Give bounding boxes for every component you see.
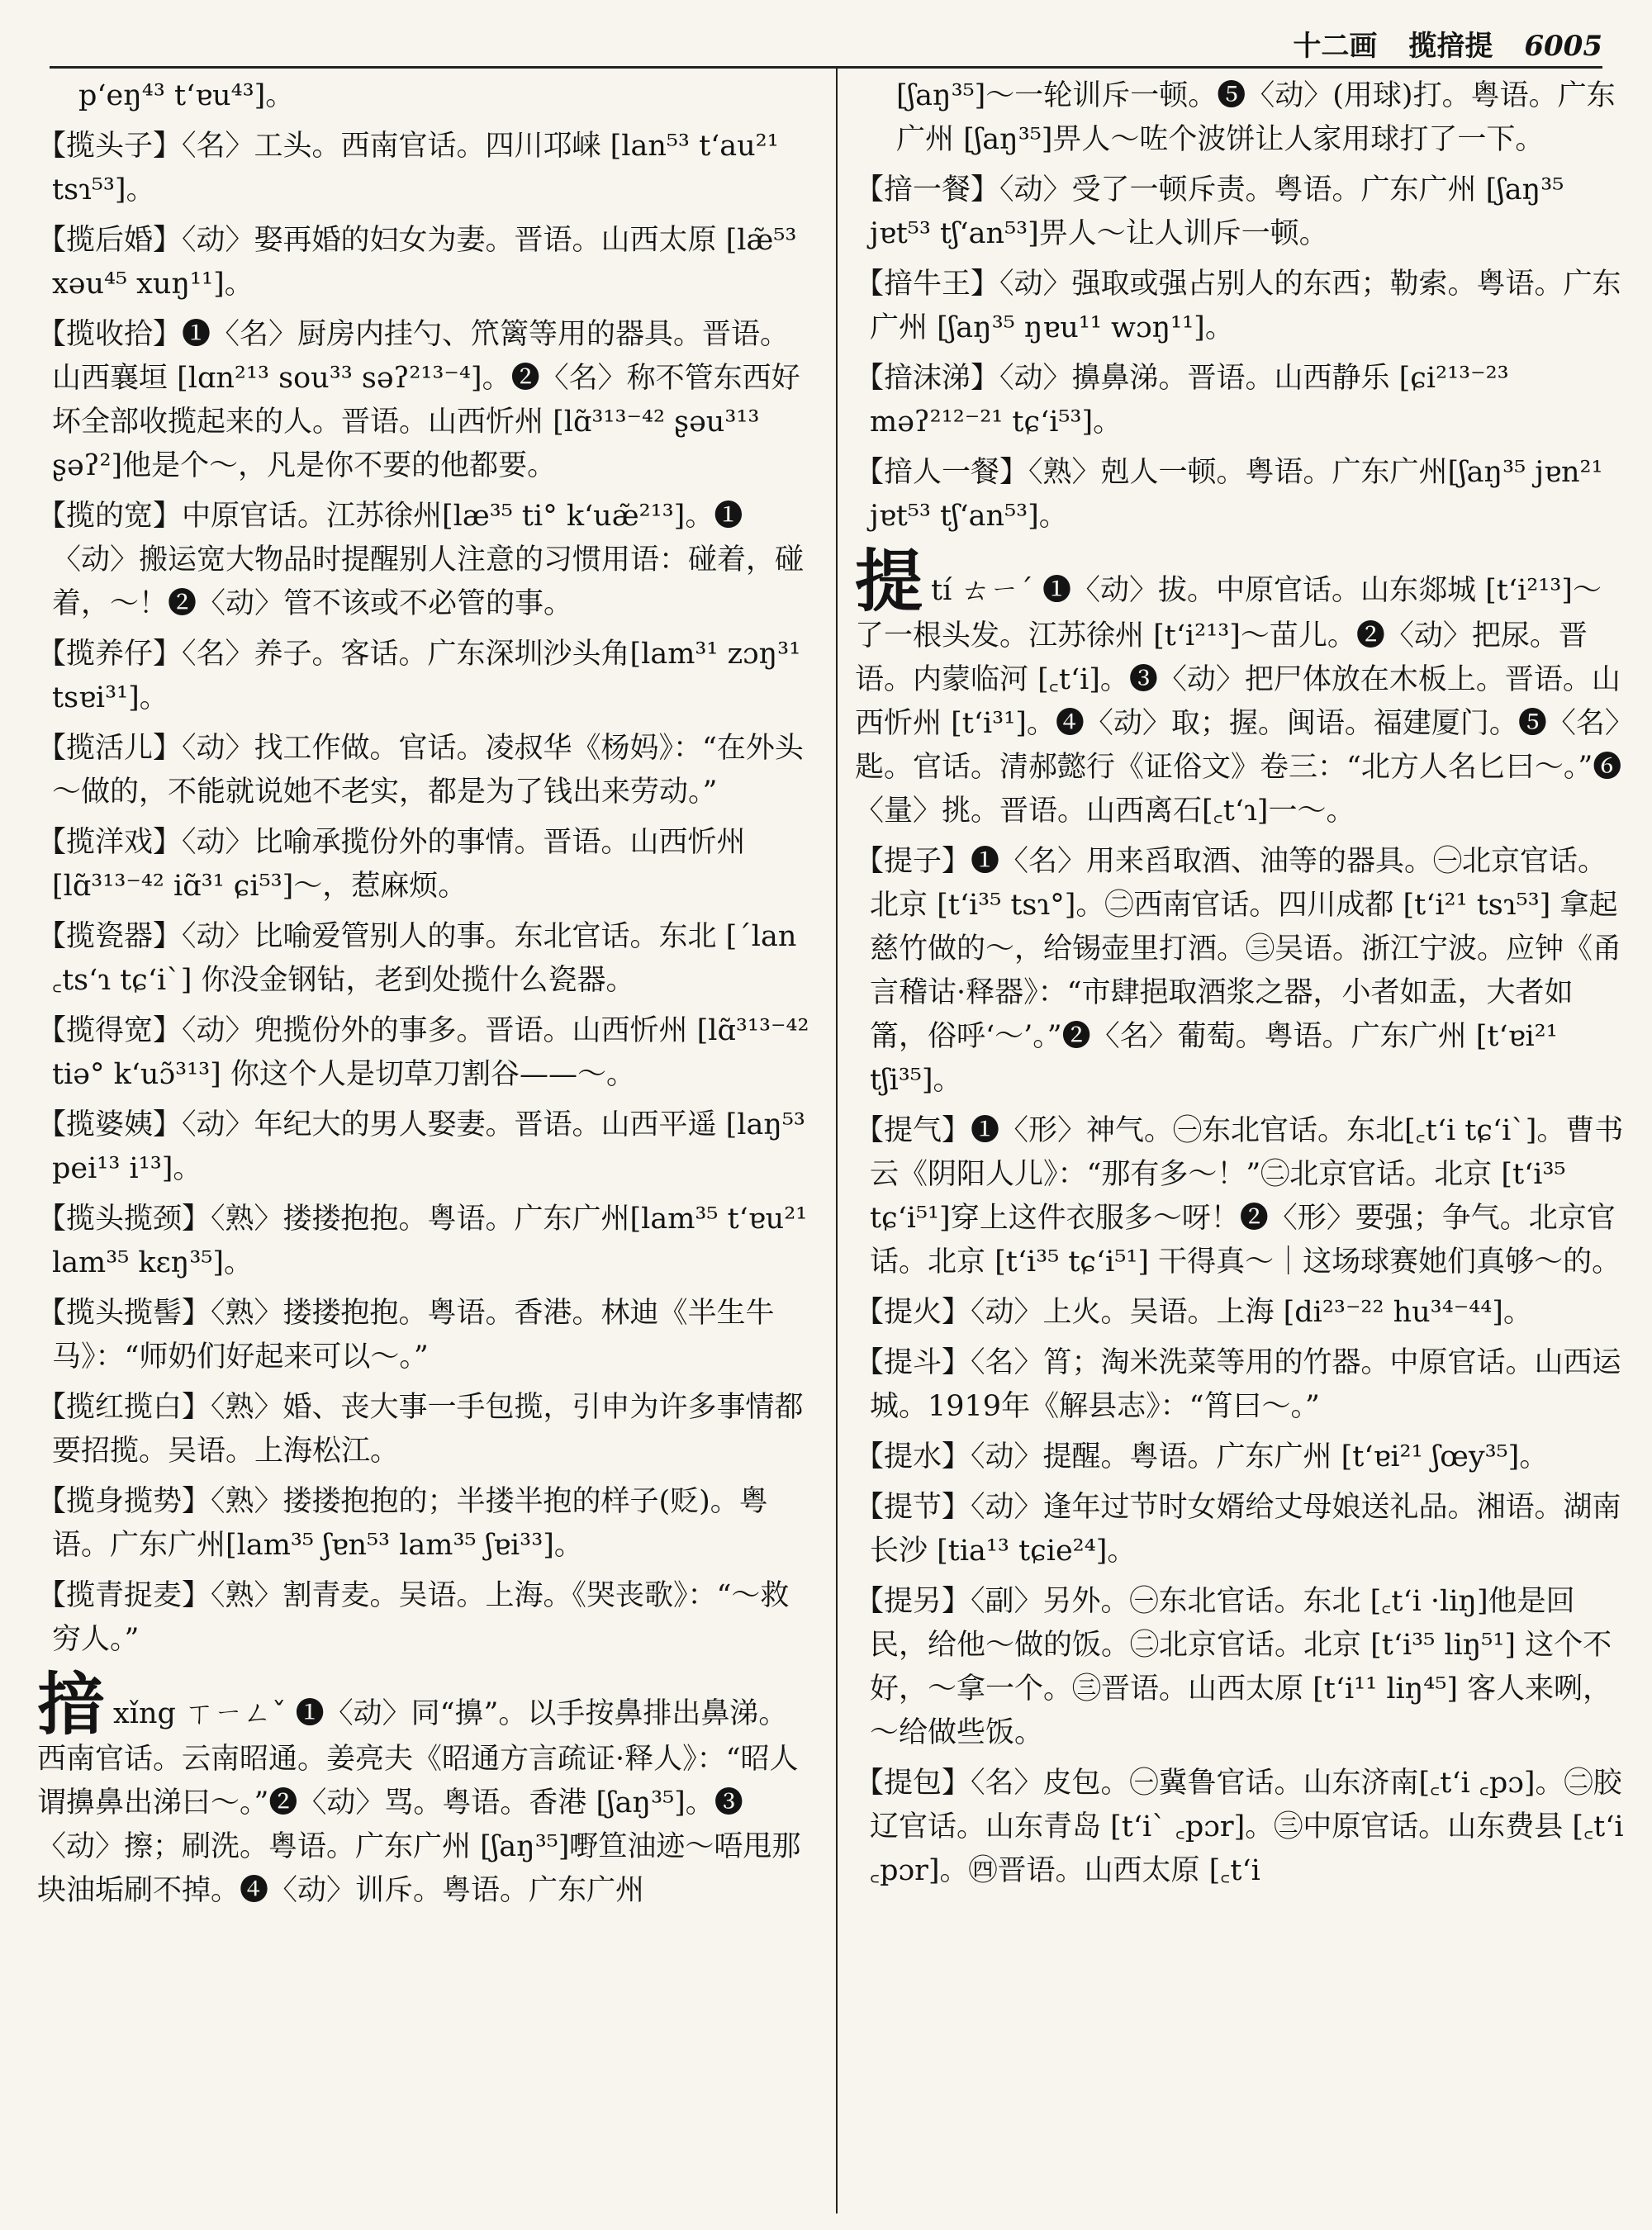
dict-entry: 【提水】〈动〉提醒。粤语。广东广州 [tʻɐi²¹ ʃœy³⁵]。	[855, 1440, 1549, 1473]
dict-entry: 【提子】❶〈名〉用来舀取酒、油等的器具。㊀北京官话。北京 [tʻi³⁵ tsɿ°]。㊁西南官话。四川成都 [tʻi²¹ tsɿ⁵³] 拿起慈竹做的～，给锡壶里打酒。㊂吴语。浙江宁波。应钟《甬言稽诂·释器》：“市肆挹取酒浆之器，小者如盂，大者如筩，俗呼‘～’。”❷〈名〉葡萄。粤语。广东广州 [tʻɐi²¹ tʃi³⁵]。	[855, 845, 1622, 1097]
header-rule	[50, 66, 1602, 69]
dict-entry: 【揞人一餐】〈熟〉剋人一顿。粤语。广东广州[ʃaŋ³⁵ jɐn²¹ jɐt⁵³ tʃʻan⁵³]。	[855, 456, 1603, 533]
continued-text: pʻeŋ⁴³ tʻɐu⁴³]。	[78, 79, 295, 112]
dict-entry: 【提包】〈名〉皮包。㊀冀鲁官话。山东济南[꜀tʻi ꜀pɔ]。㊁胶辽官话。山东青岛 [tʻiˋ ꜀pɔr]。㊂中原官话。山东费县 [꜀tʻi ꜀pɔr]。㊃晋语。山西太原 [꜀tʻi	[855, 1767, 1624, 1887]
dict-entry: 【提火】〈动〉上火。吴语。上海 [di²³⁻²² hu³⁴⁻⁴⁴]。	[855, 1296, 1532, 1329]
dict-entry: 【揽活儿】〈动〉找工作做。官话。凌叔华《杨妈》：“在外头～做的，不能就说她不老实，都是为了钱出来劳动。”	[37, 732, 804, 809]
head-character-entry	[855, 542, 1627, 833]
dict-entry: 【揽头揽颈】〈熟〉搂搂抱抱。粤语。广东广州[lam³⁵ tʻɐu²¹ lam³⁵ kɛŋ³⁵]。	[37, 1203, 808, 1279]
dict-entry: 【揽瓷器】〈动〉比喻爱管别人的事。东北官话。东北 [ˊlan ꜀tsʻɿ tɕʻiˋ] 你没金钢钻，老到处揽什么瓷器。	[37, 920, 797, 997]
head-character-definition: tí ㄊㄧˊ ❶〈动〉拔。中原官话。山东郯城 [tʻi²¹³]～了一根头发。江苏徐州 [tʻi²¹³]～苗儿。❷〈动〉把尿。晋语。内蒙临河 [꜀tʻi]。❸〈动〉把尸体放在木板上。晋语。山西忻州 [tʻi³¹]。❹〈动〉取；握。闽语。福建厦门。❺〈名〉匙。官话。清郝懿行《证俗文》卷三：“北方人名匕曰～。”❻〈量〉挑。晋语。山西离石[꜀tʻɿ]一～。	[855, 574, 1622, 828]
dict-entry: 【揽的宽】中原官话。江苏徐州[læ³⁵ ti° kʻuæ̃²¹³]。❶〈动〉搬运宽大物品时提醒别人注意的习惯用语：碰着，碰着，～！❷〈动〉管不该或不必管的事。	[37, 500, 805, 620]
head-character-entry	[37, 1665, 809, 1913]
dict-entry: 【揽后婚】〈动〉娶再婚的妇女为妻。晋语。山西太原 [læ̃⁵³ xəu⁴⁵ xuŋ¹¹]。	[37, 224, 797, 301]
left-column	[37, 74, 809, 1919]
head-character-definition: xǐng ㄒㄧㄥˇ ❶〈动〉同“擤”。以手按鼻排出鼻涕。西南官话。云南昭通。姜亮夫《昭通方言疏证·释人》：“昭人谓擤鼻出涕曰～。”❷〈动〉骂。粤语。香港 [ʃaŋ³⁵]。❸〈动〉擦；刷洗。粤语。广东广州 [ʃaŋ³⁵]嘢笪油迹～唔甩那块油垢刷不掉。❹〈动〉训斥。粤语。广东广州	[37, 1697, 801, 1907]
dict-entry: 【提斗】〈名〉筲；淘米洗菜等用的竹器。中原官话。山西运城。1919年《解县志》：“筲曰～。”	[855, 1346, 1621, 1423]
header-chars: 揽揞提	[1408, 30, 1493, 63]
dict-entry: 【揽洋戏】〈动〉比喻承揽份外的事情。晋语。山西忻州 [lɑ̃³¹³⁻⁴² iɑ̃³¹ ɕi⁵³]～，惹麻烦。	[37, 826, 746, 903]
dict-entry: 【揽身揽势】〈熟〉搂搂抱抱的；半搂半抱的样子(贬)。粤语。广东广州[lam³⁵ ʃɐn⁵³ lam³⁵ ʃɐi³³]。	[37, 1485, 768, 1562]
dict-entry: 【揽养仔】〈名〉养子。客话。广东深圳沙头角[lam³¹ zɔŋ³¹ tsɐi³¹]。	[37, 638, 801, 714]
dict-entry: 【揞一餐】〈动〉受了一顿斥责。粤语。广东广州 [ʃaŋ³⁵ jɐt⁵³ tʃʻan⁵³]畀人～让人训斥一顿。	[855, 173, 1564, 250]
header-section: 十二画	[1293, 30, 1378, 63]
dict-entry: 【揽头子】〈名〉工头。西南官话。四川邛崃 [lan⁵³ tʻau²¹ tsɿ⁵³]。	[37, 130, 779, 206]
continued-text: [ʃaŋ³⁵]～一轮训斥一顿。❺〈动〉(用球)打。粤语。广东广州 [ʃaŋ³⁵]畀人～咗个波饼让人家用球打了一下。	[896, 79, 1616, 156]
dict-entry: 【提节】〈动〉逢年过节时女婿给丈母娘送礼品。湘语。湖南长沙 [tia¹³ tɕie²⁴]。	[855, 1491, 1621, 1568]
dict-entry: 【揽得宽】〈动〉兜揽份外的事多。晋语。山西忻州 [lɑ̃³¹³⁻⁴² tiə° kʻuɔ̃³¹³] 你这个人是切草刀割谷——～。	[37, 1014, 809, 1091]
dict-entry: 【揞沫涕】〈动〉擤鼻涕。晋语。山西静乐 [ɕi²¹³⁻²³ məʔ²¹²⁻²¹ tɕʻi⁵³]。	[855, 362, 1509, 439]
running-header	[50, 23, 1602, 64]
dict-entry: 【揽红揽白】〈熟〉婚、丧大事一手包揽，引申为许多事情都要招揽。吴语。上海松江。	[37, 1391, 804, 1468]
page-number: 6005	[1524, 30, 1602, 63]
column-divider	[836, 66, 838, 2213]
dict-entry: 【揽婆姨】〈动〉年纪大的男人娶妻。晋语。山西平遥 [laŋ⁵³ pei¹³ i¹³]。	[37, 1108, 805, 1185]
dict-entry: 【揽收拾】❶〈名〉厨房内挂勺、笊篱等用的器具。晋语。山西襄垣 [lɑn²¹³ sou³³ səʔ²¹³⁻⁴]。❷〈名〉称不管东西好坏全部收揽起来的人。晋语。山西忻州 [lɑ̃³¹³⁻⁴² ʂəu³¹³ ʂəʔ²]他是个～，凡是你不要的他都要。	[37, 318, 800, 482]
head-character: 提	[855, 542, 923, 621]
dict-entry: 【提气】❶〈形〉神气。㊀东北官话。东北[꜀tʻi tɕʻiˋ]。曹书云《阴阳人儿》：“那有多～！”㊁北京官话。北京 [tʻi³⁵ tɕʻi⁵¹]穿上这件衣服多～呀！❷〈形〉要强；争气。北京官话。北京 [tʻi³⁵ tɕʻi⁵¹] 干得真～｜这场球赛她们真够～的。	[855, 1114, 1624, 1279]
dict-entry: 【揽青捉麦】〈熟〉割青麦。吴语。上海。《哭丧歌》：“～救穷人。”	[37, 1579, 790, 1656]
dict-entry: 【揽头揽髻】〈熟〉搂搂抱抱。粤语。香港。林迪《半生牛马》：“师奶们好起来可以～。”	[37, 1297, 775, 1374]
dict-entry: 【揞牛王】〈动〉强取或强占别人的东西；勒索。粤语。广东广州 [ʃaŋ³⁵ ŋɐu¹¹ wɔŋ¹¹]。	[855, 268, 1621, 344]
right-column	[855, 74, 1627, 1900]
head-character: 揞	[37, 1665, 106, 1744]
dict-entry: 【提另】〈副〉另外。㊀东北官话。东北 [꜀tʻi ·liŋ]他是回民，给他～做的饭。㊁北京官话。北京 [tʻi³⁵ liŋ⁵¹] 这个不好，～拿一个。㊂晋语。山西太原 [tʻi¹¹ liŋ⁴⁵] 客人来咧，～给做些饭。	[855, 1585, 1612, 1749]
